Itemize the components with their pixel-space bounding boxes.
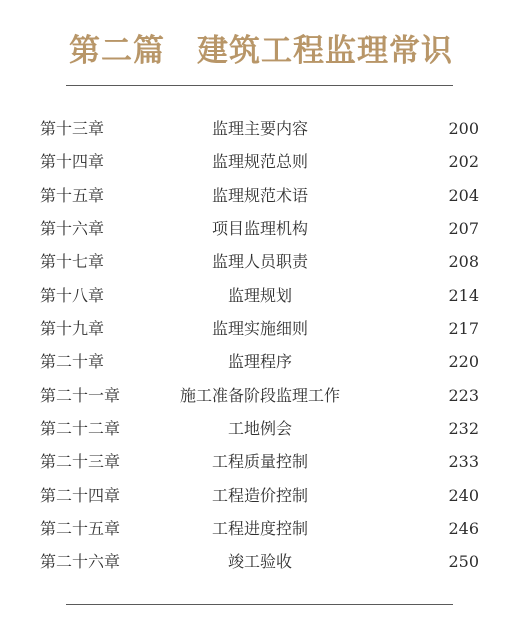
toc-chapter-title: 施工准备阶段监理工作 (179, 385, 340, 405)
toc-chapter-title: 监理实施细则 (211, 319, 308, 339)
toc-row[interactable] (0, 245, 522, 278)
toc-chapter-number: 第十四章 (40, 152, 105, 172)
toc-page-number: 208 (448, 252, 479, 272)
toc-chapter-title: 工程质量控制 (211, 452, 308, 472)
toc-chapter-title: 竣工验收 (227, 552, 292, 572)
toc-chapter-title: 项目监理机构 (211, 219, 308, 239)
toc-page-number: 202 (448, 152, 479, 172)
toc-chapter-number: 第二十章 (40, 352, 105, 372)
toc-chapter-title: 监理规范术语 (211, 185, 308, 205)
table-of-contents (0, 112, 522, 579)
toc-page-number: 220 (448, 352, 479, 372)
toc-chapter-number: 第二十三章 (40, 452, 121, 472)
toc-row[interactable] (0, 179, 522, 212)
toc-row[interactable] (0, 379, 522, 412)
top-divider (66, 85, 453, 86)
toc-row[interactable] (0, 512, 522, 545)
toc-row[interactable] (0, 145, 522, 178)
toc-chapter-title: 工程造价控制 (211, 485, 308, 505)
toc-chapter-number: 第十五章 (40, 185, 105, 205)
toc-chapter-title: 监理主要内容 (211, 119, 308, 138)
toc-row[interactable] (0, 479, 522, 512)
toc-chapter-number: 第十七章 (40, 252, 105, 272)
toc-row[interactable] (0, 312, 522, 345)
toc-chapter-title: 监理程序 (227, 352, 292, 372)
toc-page-number: 200 (448, 119, 479, 138)
toc-page-number: 232 (448, 419, 479, 439)
toc-page-number: 217 (448, 319, 479, 339)
toc-chapter-number: 第十六章 (40, 219, 105, 239)
toc-chapter-number: 第二十二章 (40, 419, 121, 439)
toc-row[interactable] (0, 345, 522, 378)
toc-chapter-number: 第十八章 (40, 285, 105, 305)
toc-chapter-number: 第二十五章 (40, 519, 121, 539)
toc-page-number: 250 (448, 552, 479, 572)
toc-row[interactable] (0, 445, 522, 478)
toc-chapter-number: 第二十四章 (40, 485, 121, 505)
bottom-divider (66, 604, 453, 605)
toc-chapter-number: 第二十六章 (40, 552, 121, 572)
toc-row[interactable] (0, 112, 522, 145)
toc-chapter-title: 工地例会 (227, 419, 292, 439)
toc-row[interactable] (0, 279, 522, 312)
toc-row[interactable] (0, 212, 522, 245)
toc-chapter-number: 第十三章 (40, 119, 105, 138)
toc-page-number: 214 (448, 285, 479, 305)
toc-page-number: 204 (448, 185, 479, 205)
toc-page-number: 240 (448, 485, 479, 505)
toc-page-number: 207 (448, 219, 479, 239)
toc-chapter-title: 工程进度控制 (211, 519, 308, 539)
toc-chapter-title: 监理人员职责 (211, 252, 308, 272)
toc-row[interactable] (0, 412, 522, 445)
toc-chapter-number: 第十九章 (40, 319, 105, 339)
toc-chapter-number: 第二十一章 (40, 385, 121, 405)
toc-chapter-title: 监理规划 (227, 285, 292, 305)
toc-chapter-title: 监理规范总则 (211, 152, 308, 172)
toc-page-number: 223 (448, 385, 479, 405)
toc-page-number: 233 (448, 452, 479, 472)
toc-page-number: 246 (448, 519, 479, 539)
toc-row[interactable] (0, 545, 522, 578)
page-title: 第二篇 建筑工程监理常识 (69, 32, 453, 69)
